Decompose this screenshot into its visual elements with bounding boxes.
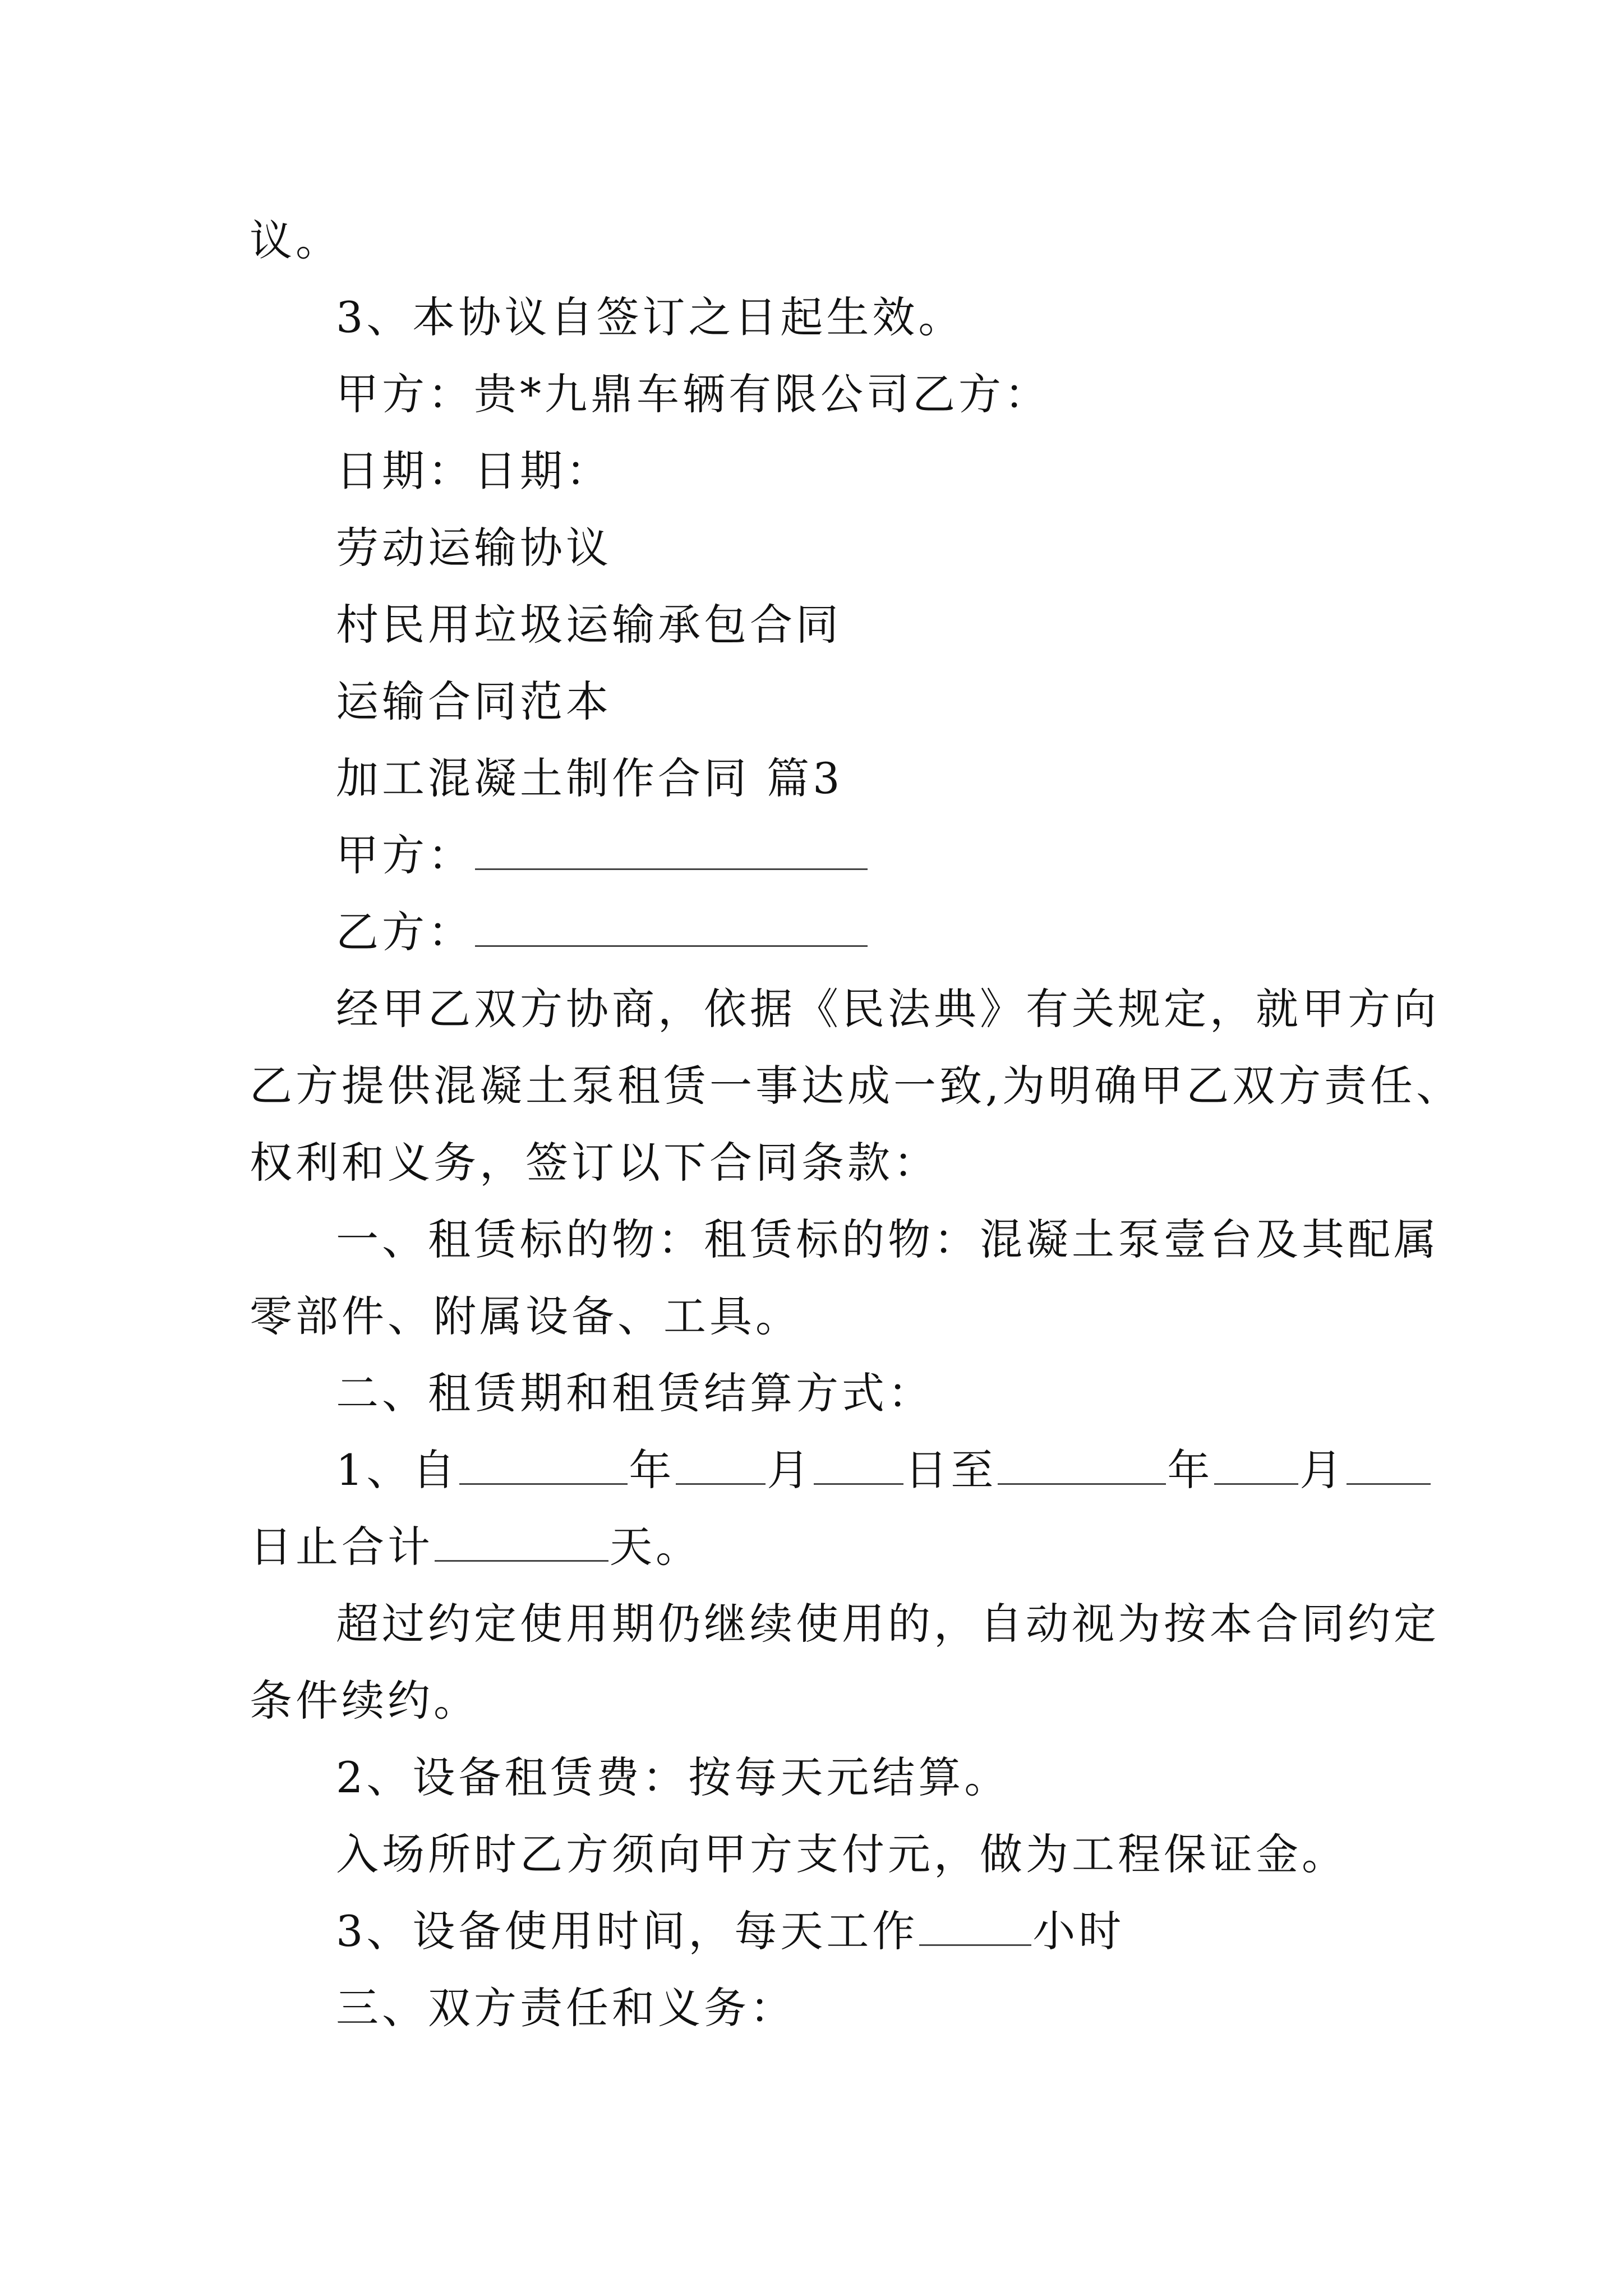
month-blank xyxy=(676,1450,766,1485)
day-to-label: 日至 xyxy=(905,1445,997,1495)
day-blank xyxy=(1347,1450,1431,1485)
party-a-blank xyxy=(475,835,868,870)
document-body xyxy=(250,202,1463,2046)
total-label: 日止合计 xyxy=(250,1522,434,1572)
clause-heading: 二、租赁期和租赁结算方式： xyxy=(336,1368,934,1418)
clause-line: 零部件、附属设备、工具。 xyxy=(250,1291,801,1341)
hours-blank xyxy=(919,1911,1031,1946)
period-prefix: 1、自 xyxy=(336,1445,459,1495)
signature-line-party-a: 甲方：贵*九鼎车辆有限公司乙方： xyxy=(336,369,1050,419)
month-label: 月 xyxy=(1299,1445,1346,1495)
hours-unit: 小时 xyxy=(1032,1906,1125,1956)
party-b-blank xyxy=(475,912,868,947)
days-label: 天。 xyxy=(610,1522,702,1572)
year-blank xyxy=(998,1450,1166,1485)
month-blank xyxy=(1214,1450,1298,1485)
text-line: 3、本协议自签订之日起生效。 xyxy=(336,292,965,342)
party-a-label: 甲方： xyxy=(336,830,474,880)
party-b-label: 乙方： xyxy=(336,907,474,957)
rental-total-line xyxy=(250,1508,1377,1585)
paragraph-line: 条件续约。 xyxy=(250,1676,479,1726)
usage-label: 3、设备使用时间，每天工作 xyxy=(336,1906,919,1956)
clause-heading: 三、双方责任和义务： xyxy=(336,1983,796,2033)
paragraph-line: 乙方提供混凝土泵租赁一事达成一致,为明确甲乙双方责任、 xyxy=(250,1061,1463,1111)
related-title: 劳动运输协议 xyxy=(336,523,612,573)
clause-line: 2、设备租赁费：按每天元结算。 xyxy=(336,1752,1011,1802)
related-title: 运输合同范本 xyxy=(336,677,612,726)
total-days-blank xyxy=(435,1526,608,1562)
clause-line: 一、租赁标的物：租赁标的物：混凝土泵壹台及其配属 xyxy=(336,1214,1440,1264)
text-line: 议。 xyxy=(250,215,342,265)
usage-hours-line xyxy=(250,1893,1377,1970)
year-label: 年 xyxy=(1167,1445,1214,1495)
year-label: 年 xyxy=(629,1445,675,1495)
section-title: 加工混凝土制作合同 篇3 xyxy=(336,753,843,803)
signature-date-line: 日期：日期： xyxy=(336,446,612,496)
party-b-line xyxy=(250,894,1377,970)
related-title: 村民用垃圾运输承包合同 xyxy=(336,600,842,650)
paragraph-line: 权利和义务，签订以下合同条款： xyxy=(250,1138,939,1188)
clause-line: 入场所时乙方须向甲方支付元，做为工程保证金。 xyxy=(336,1829,1348,1879)
paragraph-line: 超过约定使用期仍继续使用的，自动视为按本合同约定 xyxy=(336,1599,1440,1649)
paragraph-line: 经甲乙双方协商，依据《民法典》有关规定，就甲方向 xyxy=(336,984,1440,1034)
year-blank xyxy=(459,1450,628,1485)
party-a-line xyxy=(250,817,1377,894)
month-label: 月 xyxy=(767,1445,813,1495)
rental-period-line xyxy=(250,1432,1377,1508)
day-blank xyxy=(814,1450,903,1485)
